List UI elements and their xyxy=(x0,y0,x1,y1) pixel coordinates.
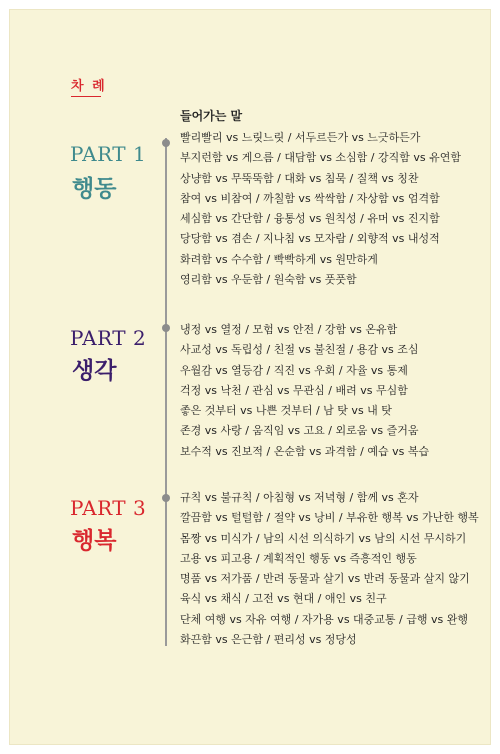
part3-list xyxy=(180,488,479,650)
toc-title-underline xyxy=(71,96,101,97)
part3-marker-dot xyxy=(162,494,170,502)
list-item: 걱정 vs 낙천 / 관심 vs 무관심 / 배려 vs 무심함 xyxy=(180,383,408,397)
list-item: 화끈함 vs 은근함 / 편리성 vs 정당성 xyxy=(180,633,357,647)
part3-label: PART 3 xyxy=(70,496,147,520)
list-item: 세심함 vs 간단함 / 융통성 vs 원칙성 / 유머 vs 진지함 xyxy=(180,212,440,226)
list-item: 규칙 vs 불규칙 / 아침형 vs 저녁형 / 함께 vs 혼자 xyxy=(180,491,419,504)
part3-title: 행복 xyxy=(72,528,117,554)
list-item: 상냥함 vs 무뚝뚝함 / 대화 vs 침묵 / 질책 vs 칭찬 xyxy=(180,171,419,185)
list-item: 단체 여행 vs 자유 여행 / 자가용 vs 대중교통 / 급행 vs 완행 xyxy=(180,612,468,626)
list-item: 고용 vs 피고용 / 계획적인 행동 vs 즉흥적인 행동 xyxy=(180,551,417,565)
list-item: 영리함 vs 우둔함 / 원숙함 vs 풋풋함 xyxy=(180,273,357,287)
part2-label: PART 2 xyxy=(70,326,147,350)
list-item: 존경 vs 사랑 / 움직임 vs 고요 / 외로움 vs 즐거움 xyxy=(180,424,419,438)
list-item: 빨리빨리 vs 느릿느릿 / 서두르든가 vs 느긋하든가 xyxy=(180,131,421,144)
part1-list xyxy=(180,128,461,290)
list-item: 몸짱 vs 미식가 / 남의 시선 의식하기 vs 남의 시선 무시하기 xyxy=(180,531,467,545)
part2-list xyxy=(180,320,429,462)
list-item: 보수적 vs 진보적 / 온순함 vs 과격함 / 예습 vs 복습 xyxy=(180,444,430,458)
part1-marker-dot xyxy=(162,139,170,147)
list-item: 우월감 vs 열등감 / 직진 vs 우회 / 자율 vs 통제 xyxy=(180,363,408,377)
list-item: 당당함 vs 겸손 / 지나침 vs 모자람 / 외향적 vs 내성적 xyxy=(180,232,440,246)
list-item: 명품 vs 저가품 / 반려 동물과 살기 vs 반려 동물과 살지 않기 xyxy=(180,572,470,586)
list-item: 깔끔함 vs 털털함 / 절약 vs 낭비 / 부유한 행복 vs 가난한 행복 xyxy=(180,511,479,525)
list-item: 냉정 vs 열정 / 모험 vs 안전 / 강함 vs 온유함 xyxy=(180,323,398,336)
timeline-line xyxy=(165,138,167,646)
part2-marker-dot xyxy=(162,324,170,332)
list-item: 화려함 vs 수수함 / 빡빡하게 vs 원만하게 xyxy=(180,252,378,266)
list-item: 사교성 vs 독립성 / 친절 vs 불친절 / 용감 vs 조심 xyxy=(180,343,419,357)
part2-title: 생각 xyxy=(72,358,117,384)
intro-entry: 들어가는 말 xyxy=(180,109,243,123)
list-item: 육식 vs 채식 / 고전 vs 현대 / 애인 vs 친구 xyxy=(180,592,387,606)
list-item: 부지런함 vs 게으름 / 대담함 vs 소심함 / 강직함 vs 유연함 xyxy=(180,151,461,165)
part1-title: 행동 xyxy=(72,176,117,202)
list-item: 좋은 것부터 vs 나쁜 것부터 / 남 탓 vs 내 탓 xyxy=(180,404,392,418)
book-page xyxy=(9,9,491,745)
list-item: 참여 vs 비참여 / 까칠함 vs 싹싹함 / 자상함 vs 엄격함 xyxy=(180,191,440,205)
toc-title: 차 례 xyxy=(71,79,107,94)
part1-label: PART 1 xyxy=(70,142,147,166)
